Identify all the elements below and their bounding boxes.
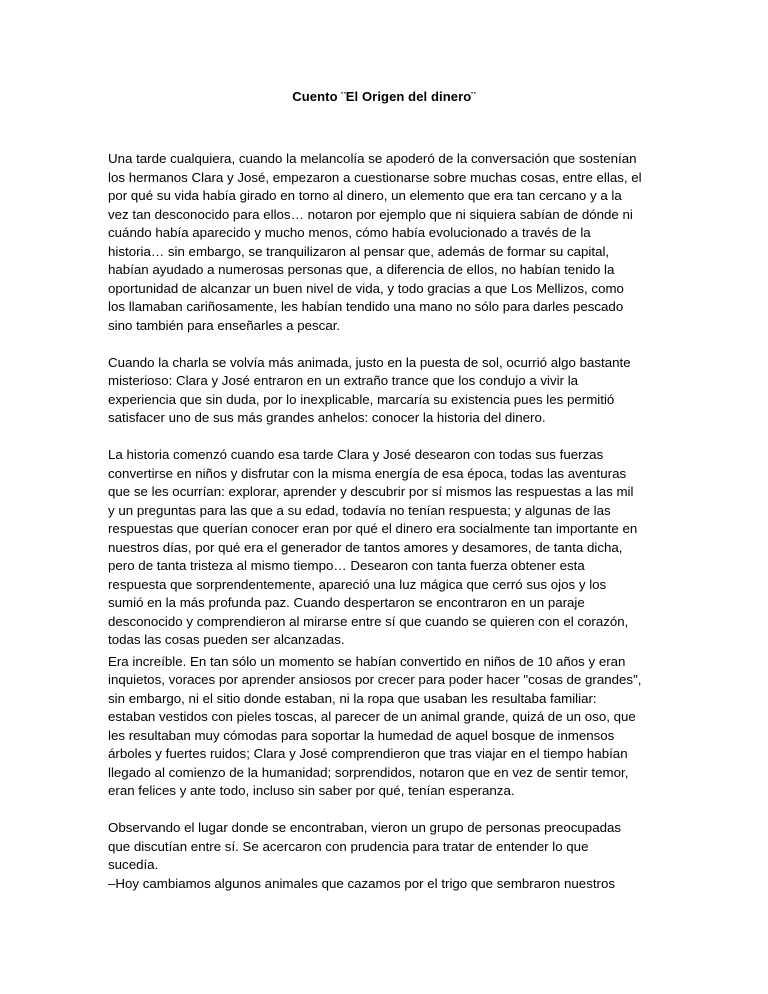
- text-line: sino también para enseñarles a pescar.: [108, 317, 341, 333]
- document-body: [108, 150, 670, 893]
- text-line: que se les ocurrían: explorar, aprender y descubrir por sí mismos las respuestas a las mil: [108, 484, 634, 499]
- text-line: Cuando la charla se volvía más animada, justo en la puesta de sol, ocurrió algo bastante: [108, 354, 631, 370]
- text-line: Observando el lugar donde se encontraban, vieron un grupo de personas preocupadas: [108, 820, 622, 835]
- text-line: convertirse en niños y disfrutar con la misma energía de esa época, todas las aventuras: [108, 465, 627, 481]
- text-line: respuestas que querían conocer eran por qué el dinero era socialmente tan importante en: [108, 521, 638, 536]
- text-line: les resultaban muy cómodas para soportar la humedad de aquel bosque de inmensos: [108, 727, 615, 743]
- text-line: sucedía.: [108, 857, 159, 872]
- paragraph-4: [108, 653, 670, 801]
- text-line: todas las cosas pueden ser alcanzadas.: [108, 632, 345, 647]
- text-line: desconocido y comprendieron al mirarse entre sí que cuando se quieren con el corazón,: [108, 613, 629, 629]
- text-line: habían ayudado a numerosas personas que, a diferencia de ellos, no habían tenido la: [108, 262, 615, 277]
- paragraph-spacer: [108, 335, 670, 354]
- paragraph-spacer: [108, 428, 670, 447]
- text-line: sin embargo, ni el sitio donde estaban, ni la ropa que usaban les resultaba familiar:: [108, 690, 597, 706]
- text-line: cuándo había aparecido y mucho menos, cómo había evolucionado a través de la: [108, 225, 591, 240]
- text-line: satisfacer uno de sus más grandes anhelos: conocer la historia del dinero.: [108, 410, 546, 425]
- text-line: que discutían entre sí. Se acercaron con prudencia para tratar de entender lo que: [108, 838, 589, 854]
- paragraph-5: [108, 819, 670, 893]
- text-line: y un preguntas para las que a su edad, todavía no tenían respuesta; y algunas de las: [108, 502, 611, 518]
- text-line: vez tan desconocido para ellos… notaron por ejemplo que ni siquiera sabían de dónde ni: [108, 206, 633, 222]
- document-title: Cuento ¨El Origen del dinero¨: [292, 89, 476, 104]
- text-line: historia… sin embargo, se tranquilizaron al pensar que, además de formar su capital,: [108, 243, 610, 259]
- text-line: pero de tanta tristeza al mismo tiempo… Desearon con tanta fuerza obtener esta: [108, 558, 585, 573]
- text-line: los hermanos Clara y José, empezaron a cuestionarse sobre muchas cosas, entre ellas, el: [108, 169, 642, 185]
- text-line: oportunidad de alcanzar un buen nivel de vida, y todo gracias a que Los Mellizos, como: [108, 280, 624, 296]
- text-line: inquietos, voraces por aprender ansiosos por crecer para poder hacer "cosas de grandes",: [108, 672, 642, 687]
- text-line: Era increíble. En tan sólo un momento se habían convertido en niños de 10 años y eran: [108, 653, 626, 669]
- text-line: por qué su vida había girado en torno al dinero, un elemento que era tan cercano y a la: [108, 188, 622, 203]
- text-line: Una tarde cualquiera, cuando la melancolía se apoderó de la conversación que sostenían: [108, 151, 637, 166]
- text-line: los llamaban cariñosamente, les habían tendido una mano no sólo para darles pescado: [108, 299, 624, 314]
- text-line: árboles y fuertes ruidos; Clara y José comprendieron que tras viajar en el tiempo habían: [108, 746, 628, 761]
- text-line: nuestros días, por qué era el generador de tantos amores y desamores, de tanta dicha,: [108, 539, 623, 555]
- text-line: experiencia que sin duda, por lo inexplicable, marcaría su existencia pues les permitió: [108, 391, 615, 407]
- text-line: –Hoy cambiamos algunos animales que cazamos por el trigo que sembraron nuestros: [108, 875, 616, 891]
- paragraph-2: [108, 354, 670, 428]
- text-line: misterioso: Clara y José entraron en un extraño trance que los condujo a vivir la: [108, 373, 579, 388]
- text-line: llegado al comienzo de la humanidad; sorprendidos, notaron que en vez de sentir temor,: [108, 764, 629, 780]
- text-line: La historia comenzó cuando esa tarde Clara y José desearon con todas sus fuerzas: [108, 447, 604, 462]
- paragraph-3: [108, 446, 670, 650]
- text-line: sumió en la más profunda paz. Cuando despertaron se encontraron en un paraje: [108, 595, 585, 610]
- text-line: estaban vestidos con pieles toscas, al parecer de un animal grande, quizá de un oso, que: [108, 709, 636, 724]
- paragraph-spacer: [108, 801, 670, 820]
- text-line: eran felices y ante todo, incluso sin saber por qué, tenían esperanza.: [108, 783, 515, 798]
- paragraph-1: [108, 150, 670, 335]
- text-line: respuesta que sorprendentemente, apareció una luz mágica que cerró sus ojos y los: [108, 576, 607, 592]
